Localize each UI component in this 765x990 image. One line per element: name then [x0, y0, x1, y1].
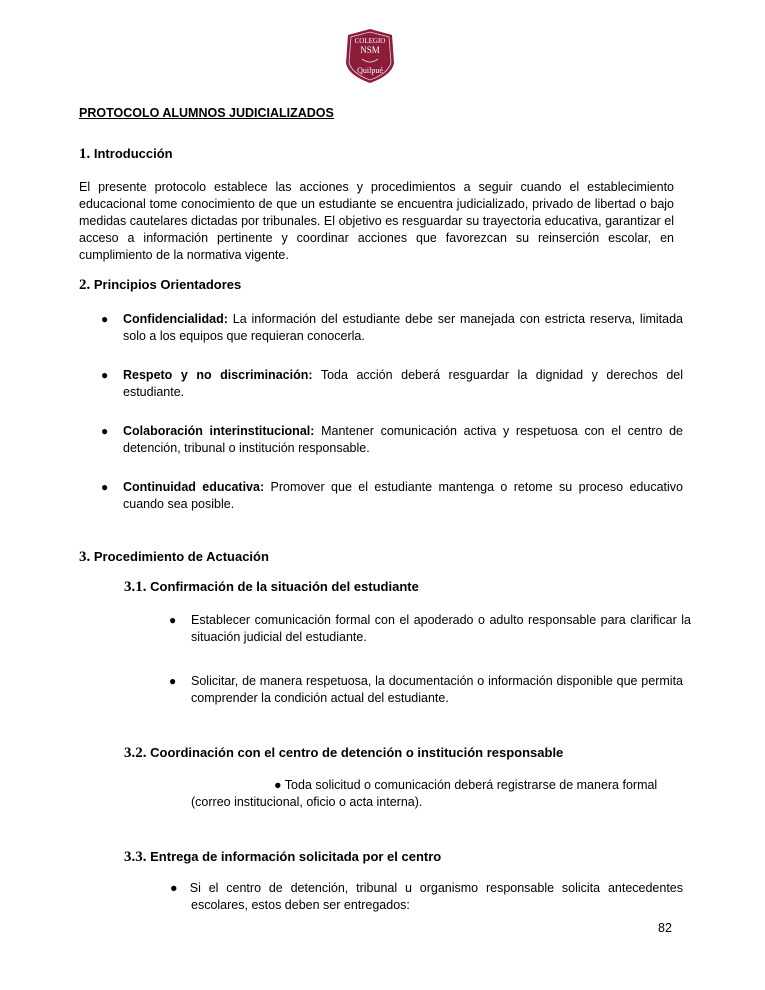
- svg-text:Quilpué: Quilpué: [357, 66, 383, 75]
- principle-term: Respeto y no discriminación:: [123, 368, 313, 382]
- bullet-icon: ●: [169, 674, 177, 688]
- procedure-item-line: (correo institucional, oficio o acta interna).: [191, 795, 423, 809]
- bullet-icon: ●: [101, 312, 109, 326]
- procedure-item-line: ● Si el centro de detención, tribunal u organismo responsable solicita antecedentes: [170, 881, 683, 895]
- section-number: 1.: [79, 146, 91, 162]
- document-title: PROTOCOLO ALUMNOS JUDICIALIZADOS: [79, 106, 334, 120]
- principle-term: Colaboración interinstitucional:: [123, 424, 315, 438]
- principle-text: Mantener comunicación activa y respetuosa con el centro de detención, tribunal o institución responsable.: [123, 424, 683, 455]
- bullet-icon: ●: [169, 613, 177, 627]
- section-number: 2.: [79, 277, 91, 293]
- section-3-heading: [79, 549, 269, 566]
- subsection-title: Coordinación con el centro de detención o institución responsable: [150, 745, 564, 760]
- principle-term: Confidencialidad:: [123, 312, 228, 326]
- page-number: 82: [658, 921, 672, 935]
- section-2-heading: [79, 277, 241, 294]
- principle-item: [123, 479, 683, 513]
- subsection-title: Entrega de información solicitada por el centro: [150, 849, 442, 864]
- section-number: 3.: [79, 549, 91, 565]
- bullet-icon: ●: [101, 424, 109, 438]
- procedure-item: Solicitar, de manera respetuosa, la documentación o información disponible que permita comprender la condición actual del estudiante.: [191, 674, 683, 705]
- subsection-number: 3.1.: [124, 579, 147, 595]
- svg-text:NSM: NSM: [360, 45, 380, 55]
- principle-item: [123, 311, 683, 345]
- section-title: Procedimiento de Actuación: [93, 549, 269, 564]
- subsection-3-1-heading: [124, 579, 419, 596]
- subsection-number: 3.3.: [124, 849, 147, 865]
- intro-paragraph: El presente protocolo establece las acciones y procedimientos a seguir cuando el establecimiento educacional tome conocimiento de que un estudiante se encuentra judicializado, privado de libertad o bajo medidas cautelares dictadas por tribunales. El objetivo es resguardar su trayectoria educativa, garantizar el acceso a información pertinente y coordinar acciones que favorezcan su reinserción escolar, en cumplimiento de la normativa vigente.: [79, 180, 674, 262]
- subsection-3-2-heading: [124, 745, 563, 762]
- bullet-icon: ●: [101, 480, 109, 494]
- procedure-item: Establecer comunicación formal con el apoderado o adulto responsable para clarificar la situación judicial del estudiante.: [191, 613, 691, 644]
- school-crest-logo: [342, 27, 398, 85]
- principle-text: Promover que el estudiante mantenga o retome su proceso educativo cuando sea posible.: [123, 480, 683, 511]
- section-title: Introducción: [93, 146, 173, 161]
- section-title: Principios Orientadores: [93, 277, 242, 292]
- svg-text:COLEGIO: COLEGIO: [354, 37, 386, 45]
- principle-term: Continuidad educativa:: [123, 480, 265, 494]
- subsection-title: Confirmación de la situación del estudiante: [150, 579, 419, 594]
- principle-item: [123, 423, 683, 457]
- procedure-item-line: ● Toda solicitud o comunicación deberá registrarse de manera formal: [274, 778, 658, 792]
- subsection-number: 3.2.: [124, 745, 147, 761]
- principle-text: Toda acción deberá resguardar la dignidad y derechos del estudiante.: [123, 368, 683, 399]
- principle-text: La información del estudiante debe ser manejada con estricta reserva, limitada solo a los equipos que requieran conocerla.: [123, 312, 683, 343]
- bullet-icon: ●: [101, 368, 109, 382]
- section-1-heading: [79, 146, 173, 163]
- subsection-3-3-heading: [124, 849, 441, 866]
- principle-item: [123, 367, 683, 401]
- procedure-item-line: escolares, estos deben ser entregados:: [191, 898, 410, 912]
